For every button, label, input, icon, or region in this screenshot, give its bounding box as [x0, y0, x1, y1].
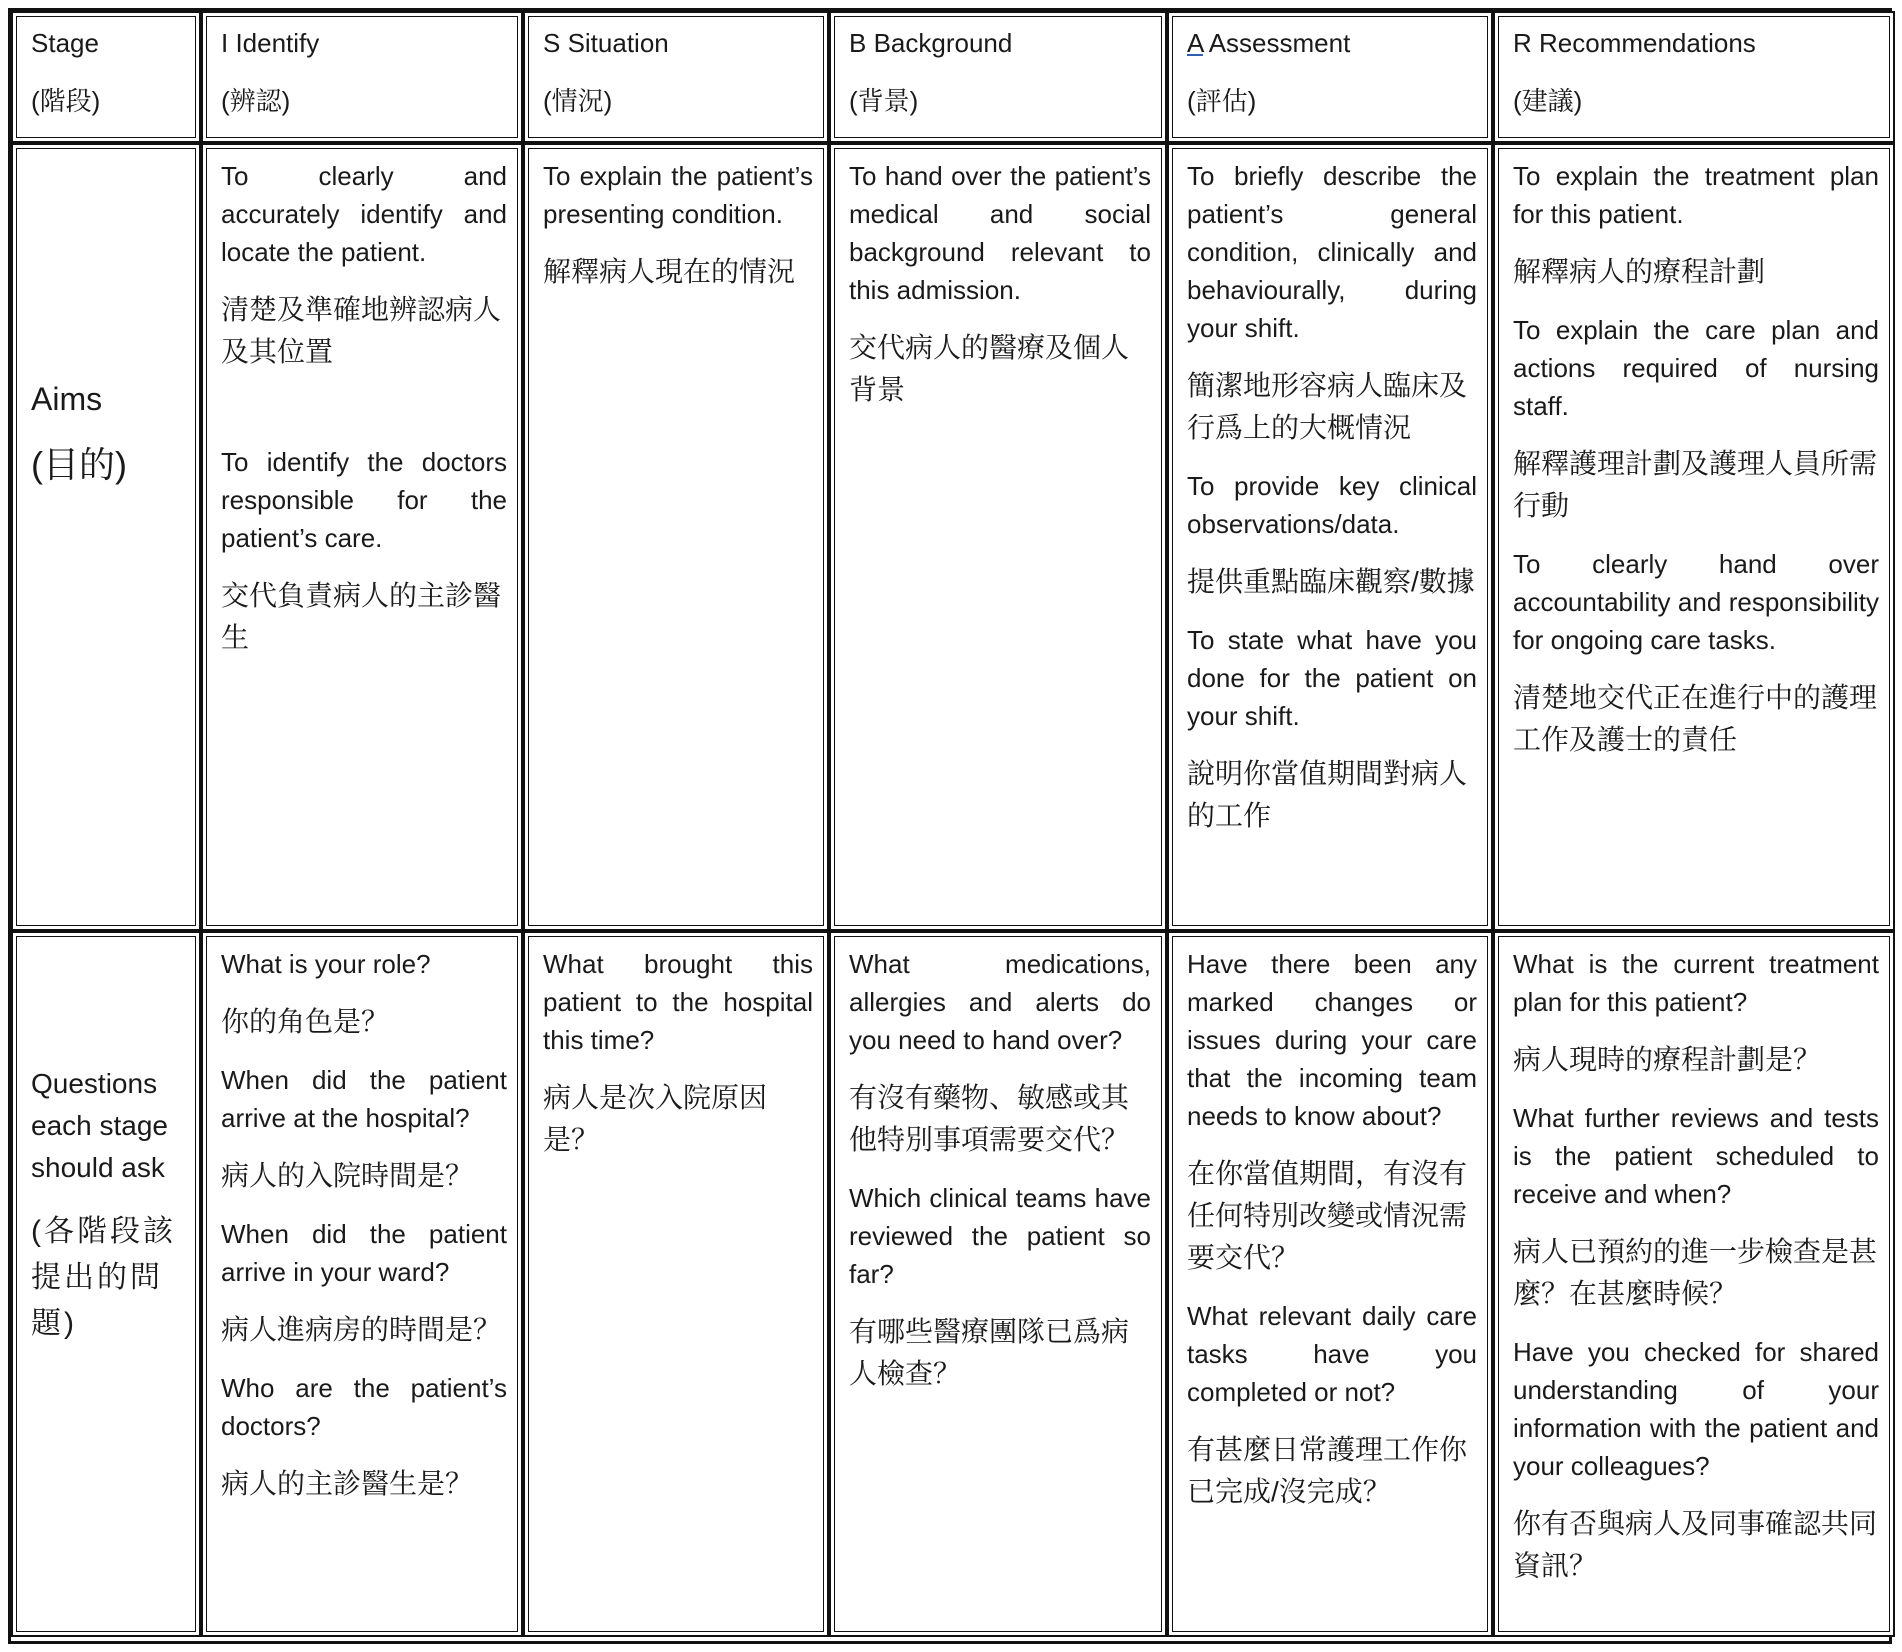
aims-background-text: To hand over the patient’s medical and social background relevant to this admission. [849, 161, 1151, 305]
header-background [829, 11, 1167, 143]
header-identify-en: I Identify [221, 28, 320, 58]
questions-background-text: What medications, allergies and alerts do you need to hand over? [849, 949, 1151, 1055]
aims-identify-text: 交代負責病人的主診醫生 [221, 580, 502, 653]
questions-identify-text: 你的角色是？ [221, 1006, 390, 1037]
aims-assessment-cell [1167, 143, 1493, 931]
header-identify-zh: (辨認) [221, 86, 291, 116]
header-assessment-rest: Assessment [1202, 28, 1351, 58]
aims-background-text: 交代病人的醫療及個人背景 [849, 332, 1130, 405]
aims-identify-text: To clearly and accurately identify and locate the patient. [221, 161, 507, 267]
questions-recommendations-text: 病人現時的療程計劃是？ [1513, 1044, 1822, 1075]
aims-recommendations-text: 清楚地交代正在進行中的護理工作及護士的責任 [1513, 682, 1878, 755]
header-situation-en: S Situation [543, 28, 669, 58]
header-assessment-letter: A [1187, 28, 1203, 58]
questions-recommendations-cell [1493, 931, 1895, 1637]
aims-recommendations-text: 解釋病人的療程計劃 [1513, 256, 1766, 287]
questions-assessment-cell [1167, 931, 1493, 1637]
questions-identify-text: What is your role? [221, 949, 431, 979]
questions-stage-zh: (各階段該提出的問題) [31, 1215, 176, 1340]
header-identify [201, 11, 523, 143]
aims-stage-zh: (目的) [31, 444, 127, 485]
aims-stage-cell [11, 143, 201, 931]
questions-recommendations-text: 你有否與病人及同事確認共同資訊？ [1513, 1508, 1878, 1581]
aims-assessment-text: To provide key clinical observations/data. [1187, 471, 1477, 539]
questions-identify-cell [201, 931, 523, 1637]
header-assessment-zh: (評估) [1187, 86, 1257, 116]
questions-identify-text: 病人進病房的時間是？ [221, 1314, 502, 1345]
header-background-en: B Background [849, 28, 1013, 58]
aims-identify-text: To identify the doctors responsible for the patient’s care. [221, 447, 507, 553]
header-stage-zh: (階段) [31, 86, 101, 116]
aims-background-cell [829, 143, 1167, 931]
questions-recommendations-text: Have you checked for shared understanding of your information with the patient and your colleagues? [1513, 1337, 1879, 1481]
header-recommendations-zh: (建議) [1513, 86, 1583, 116]
questions-identify-text: Who are the patient’s doctors? [221, 1373, 507, 1441]
header-assessment [1167, 11, 1493, 143]
aims-recommendations-text: To explain the care plan and actions required of nursing staff. [1513, 315, 1879, 421]
aims-assessment-text: 提供重點臨床觀察/數據 [1187, 566, 1475, 597]
questions-background-text: 有沒有藥物、敏感或其他特別事項需要交代？ [849, 1082, 1130, 1155]
aims-situation-text: 解釋病人現在的情況 [543, 256, 796, 287]
questions-situation-cell [523, 931, 829, 1637]
questions-assessment-text: What relevant daily care tasks have you completed or not? [1187, 1301, 1477, 1407]
questions-identify-text: When did the patient arrive in your ward? [221, 1219, 507, 1287]
header-situation-zh: (情況) [543, 86, 613, 116]
questions-background-text: 有哪些醫療團隊已爲病人檢查？ [849, 1316, 1130, 1389]
aims-situation-cell [523, 143, 829, 931]
questions-background-text: Which clinical teams have reviewed the patient so far? [849, 1183, 1151, 1289]
questions-situation-text: 病人是次入院原因是？ [543, 1082, 768, 1155]
questions-identify-text: When did the patient arrive at the hospital? [221, 1065, 507, 1133]
header-background-zh: (背景) [849, 86, 919, 116]
aims-identify-cell [201, 143, 523, 931]
questions-stage-en: Questions each stage should ask [31, 1068, 168, 1183]
aims-assessment-text: To briefly describe the patient’s general condition, clinically and behaviourally, during your shift. [1187, 161, 1477, 343]
questions-identify-text: 病人的主診醫生是？ [221, 1468, 474, 1499]
questions-background-cell [829, 931, 1167, 1637]
header-stage [11, 11, 201, 143]
questions-recommendations-text: What further reviews and tests is the patient scheduled to receive and when? [1513, 1103, 1879, 1209]
aims-assessment-text: 說明你當值期間對病人的工作 [1187, 758, 1468, 831]
aims-stage-en: Aims [31, 381, 103, 417]
aims-recommendations-text: 解釋護理計劃及護理人員所需行動 [1513, 448, 1878, 521]
header-recommendations-en: R Recommendations [1513, 28, 1756, 58]
questions-assessment-text: Have there been any marked changes or issues during your care that the incoming team needs to know about? [1187, 949, 1477, 1131]
aims-assessment-text: 簡潔地形容病人臨床及行爲上的大概情況 [1187, 370, 1468, 443]
aims-identify-text: 清楚及準確地辨認病人及其位置 [221, 294, 502, 367]
aims-recommendations-cell [1493, 143, 1895, 931]
questions-situation-text: What brought this patient to the hospital this time? [543, 949, 813, 1055]
isbar-table [8, 8, 1892, 1644]
aims-assessment-text: To state what have you done for the patient on your shift. [1187, 625, 1477, 731]
header-stage-en: Stage [31, 28, 99, 58]
questions-assessment-text: 有甚麼日常護理工作你已完成/沒完成？ [1187, 1434, 1468, 1507]
aims-recommendations-text: To explain the treatment plan for this patient. [1513, 161, 1879, 229]
questions-recommendations-text: 病人已預約的進一步檢查是甚麼？在甚麼時候？ [1513, 1236, 1878, 1309]
questions-identify-text: 病人的入院時間是？ [221, 1160, 474, 1191]
questions-recommendations-text: What is the current treatment plan for this patient? [1513, 949, 1879, 1017]
header-situation [523, 11, 829, 143]
header-assessment-en [1187, 25, 1477, 83]
aims-recommendations-text: To clearly hand over accountability and responsibility for ongoing care tasks. [1513, 549, 1879, 655]
aims-situation-text: To explain the patient’s presenting condition. [543, 161, 813, 229]
header-recommendations [1493, 11, 1895, 143]
questions-stage-cell [11, 931, 201, 1637]
questions-assessment-text: 在你當值期間，有沒有任何特別改變或情況需要交代？ [1187, 1158, 1468, 1273]
